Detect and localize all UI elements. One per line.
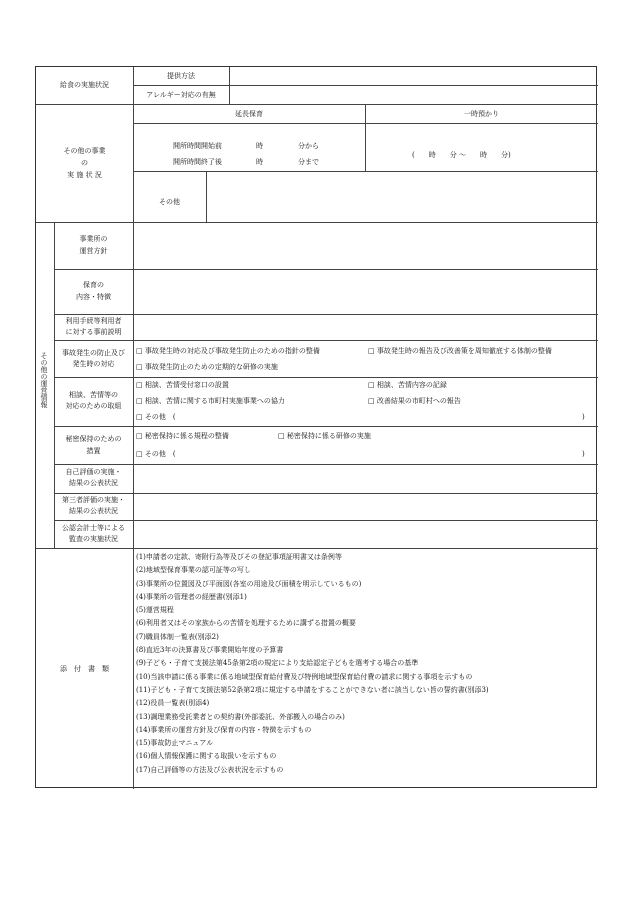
divider [36,548,598,549]
attachment-item: (3)事業所の位置図及び平面図(各室の用途及び面積を明示しているもの) [136,579,362,588]
divider [54,493,598,494]
audit-label-2: 監査の実施状況 [69,535,118,543]
divider [54,340,598,341]
policy-label-2: 運営方針 [79,247,108,255]
complaint-option[interactable]: □ 相談、苦情内容の記録 [368,381,447,389]
content-label-1: 保育の [83,281,104,289]
other-services-label-2: の [81,159,88,167]
attachments-list [136,551,596,777]
temporary-care-time[interactable]: ( 時 分 〜 時 分) [412,151,511,159]
divider [54,520,598,521]
accident-label-2: 発生時の対応 [72,360,115,368]
attachment-item: (17)自己評価等の方法及び公表状況を示すもの [136,765,284,774]
allergy-field[interactable] [233,88,593,102]
divider [133,171,598,172]
privacy-label-2: 措置 [86,447,101,455]
attachment-item: (4)事業所の管理者の経歴書(別添1) [136,592,247,601]
divider [54,314,598,315]
attachment-item: (7)職員体制一覧表(別添2) [136,632,219,641]
policy-label-1: 事業所の [79,235,108,243]
divider [36,222,598,223]
divider [54,464,598,465]
complaint-label-1: 相談、苦情等の [69,391,118,399]
attachment-item: (2)地域型保育事業の認可証等の写し [136,566,251,575]
open-end-hour[interactable]: 時 [256,158,263,166]
procedure-label-1: 利用手続等利用者 [65,317,122,325]
extended-care-header: 延長保育 [235,110,263,118]
divider [206,171,207,222]
procedure-label-2: に対する事前説明 [65,328,122,336]
attachment-item: (16)個人情報保護に関する取扱いを示すもの [136,752,277,761]
divider [133,222,134,548]
provision-method-label: 提供方法 [167,72,195,80]
attachment-item: (6)利用者又はその家族からの苦情を処理するために講ずる措置の概要 [136,619,356,628]
temporary-care-header: 一時預かり [464,110,499,118]
attachment-item: (14)事業所の運営方針及び保育の内容・特徴を示すもの [136,725,312,734]
accident-option[interactable]: □ 事故発生防止のための定期的な研修の実施 [136,363,278,371]
divider [229,67,230,104]
attachment-item: (11)子ども・子育て支援法第52条第2項に規定する申請をすることができない者に該当しない旨の誓約書(別添3) [136,685,489,694]
privacy-option[interactable]: □ 秘密保持に係る研修の実施 [278,432,371,440]
attachment-item: (10)当該申請に係る事業に係る地域型保育給付費及び特例地域型保育給付費の請求に関する事項を示すもの [136,672,473,681]
attachment-item: (9)子ども・子育て支援法第45条第2項の規定により支給認定子どもを選考する場合の基準 [136,659,419,668]
attachment-item: (15)事故防止マニュアル [136,739,214,748]
self-eval-label-2: 結果の公表状況 [69,479,118,487]
operations-vertical-label: その他の運営情報 [40,352,48,408]
complaint-option[interactable]: □ 相談、苦情受付窓口の設置 [136,381,229,389]
privacy-option-other[interactable]: □ その他 ( [136,450,176,458]
third-eval-label-2: 結果の公表状況 [69,507,118,515]
self-eval-label-1: 自己評価の実施・ [65,468,122,476]
accident-option[interactable]: □ 事故発生時の対応及び事故発生防止のための指針の整備 [136,347,320,355]
open-end-label: 開所時間終了後 [173,158,222,166]
accident-label-1: 事故発生の防止及び [62,349,125,357]
application-form [35,66,597,788]
open-start-hour[interactable]: 時 [256,142,263,150]
complaint-option[interactable]: □ 相談、苦情に関する市町村実施事業への協力 [136,397,285,405]
divider [54,377,598,378]
attachments-label: 添 付 書 類 [60,665,109,673]
complaint-label-2: 対応のための取組 [65,402,122,410]
divider [54,269,598,270]
third-eval-label-1: 第三者評価の実施・ [62,496,125,504]
divider [36,104,598,105]
attachment-item: (8)直近3年の決算書及び事業開始年度の予算書 [136,646,284,655]
attachment-item: (5)運営規程 [136,606,174,615]
audit-label-1: 公認会計士等による [62,524,125,532]
privacy-other-close: ) [582,450,585,458]
provision-method-field[interactable] [233,69,593,83]
open-start-min[interactable]: 分から [298,142,319,150]
allergy-label: アレルギー対応の有無 [146,91,216,99]
lunch-section-label: 給食の実施状況 [60,81,109,89]
divider [133,85,598,86]
other-services-label-3: 実 施 状 況 [67,171,102,179]
accident-option[interactable]: □ 事故発生時の報告及び改善策を周知徹底する体制の整備 [368,347,552,355]
complaint-option-other[interactable]: □ その他 ( [136,413,176,421]
complaint-other-close: ) [582,413,585,421]
privacy-label-1: 秘密保持のための [65,435,122,443]
complaint-option[interactable]: □ 改善結果の市町村への報告 [368,397,461,405]
open-end-min[interactable]: 分まで [298,158,319,166]
attachment-item: (13)調理業務受託業者との契約書(外部委託、外部搬入の場合のみ) [136,712,345,721]
privacy-option[interactable]: □ 秘密保持に係る規程の整備 [136,432,229,440]
other-label: その他 [159,198,180,206]
other-services-label-1: その他の事業 [63,147,106,155]
divider [133,548,134,789]
open-start-label: 開所時間開始前 [173,142,222,150]
attachment-item: (1)申請者の定款、寄附行為等及びその登記事項証明書又は条例等 [136,553,342,561]
divider [54,426,598,427]
content-label-2: 内容・特徴 [76,293,111,301]
attachment-item: (12)役員一覧表(別添4) [136,699,210,708]
